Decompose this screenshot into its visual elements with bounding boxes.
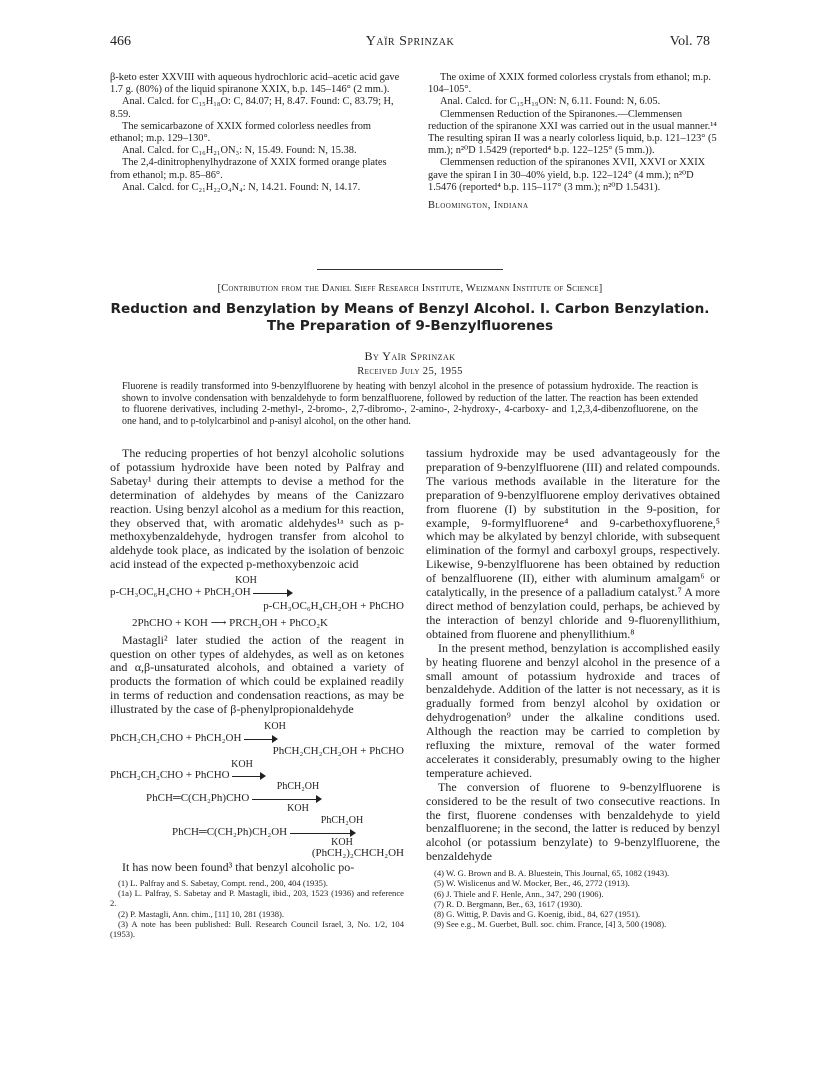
footnote: (1a) L. Palfray, S. Sabetay and P. Mastagli, ibid., 203, 1523 (1936) and reference 2.	[110, 888, 404, 909]
reagent-label: KOH	[231, 759, 253, 771]
equation-products: PhCH₂CH₂CH₂OH + PhCHO	[272, 745, 404, 758]
reagent-top: PhCH₂OH	[320, 815, 364, 827]
paragraph: tassium hydroxide may be used advantageously for the preparation of 9-benzylfluorene (III) and related compounds. The various methods available in the literature for the preparation of 9-benzylfluorene employ derivatives obtained from fluorene (I) by substitution in the 9-position, for example, 9-formylfluorene⁴ and 9-carbethoxyfluorene,⁵ which may be alkylated by benzyl chloride, with subsequent elimination of the formyl and carboxyl groups, respectively. Likewise, 9-benzylfluorene has been obtained by reduction of benzalfluorene (II), either with aluminum amalgam⁶ or catalytically, in the presence of a palladium catalyst.⁷ A more direct method of benzylation could, perhaps, be achieved by the interaction of benzyl chloride and 9-fluorenyllithium, obtained from fluorene and phenyllithium.⁸	[426, 446, 720, 641]
analysis-line: Anal. Calcd. for C₁₆H₂₁ON₃: N, 15.49. Found: N, 15.38.	[122, 145, 357, 157]
equation-products: p-CH₃OC₆H₄CH₂OH + PhCHO	[263, 600, 404, 613]
page-number: 466	[110, 34, 131, 49]
equation-reactants: p-CH₃OC₆H₄CHO + PhCH₂OH	[110, 586, 251, 599]
footnote: (7) R. D. Bergmann, Ber., 63, 1617 (1930).	[434, 898, 583, 909]
reagent-label: KOH	[264, 721, 286, 733]
footnote: (3) A note has been published: Bull. Research Council Israel, 3, No. 1/2, 104 (1953).	[110, 918, 404, 940]
footnote: (9) See e.g., M. Guerbet, Bull. soc. chim. France, [4] 3, 500 (1908).	[434, 919, 667, 930]
paragraph: In the present method, benzylation is accomplished easily by heating fluorene and benzyl alcohol in the presence of a small amount of potassium hydroxide and traces of benzaldehyde. Addition of the latter is not necessary, as it is gradually formed from benzyl alcohol by oxidation or dehydrogenation⁹ under the alkaline conditions used. Although the reaction may be carried to completion by refluxing the mixture, removal of the water formed accelerates it considerably, presumably owing to the higher temperature achieved.	[426, 640, 720, 780]
reagent-bottom: KOH	[287, 803, 309, 815]
paragraph: β-keto ester XXVIII with aqueous hydrochloric acid–acetic acid gave 1.7 g. (80%) of the liquid spiranone XXIX, b.p. 145–146° (2 mm.).	[110, 72, 400, 96]
equation-reactants: PhCH═C(CH₂Ph)CH₂OH	[172, 826, 288, 839]
paragraph: Clemmensen Reduction of the Spiranones.—Clemmensen reduction of the spiranone XXI was carried out in the usual manner.¹⁴ The resulting spiran II was a nearly colorless liquid, b.p. 121–123° (5 mm.); n²⁰D 1.5429 (reported⁴ b.p. 122–125° (5 mm.)).	[428, 108, 717, 157]
reagent-top: PhCH₂OH	[276, 781, 320, 793]
footnote: (5) W. Wislicenus and W. Mocker, Ber., 46, 2772 (1913).	[434, 878, 630, 889]
contribution-line: [Contribution from the Daniel Sieff Research Institute, Weizmann Institute of Science]	[217, 283, 603, 294]
footnotes-right	[426, 868, 720, 929]
reaction-arrow-icon	[252, 795, 322, 803]
paragraph: The semicarbazone of XXIX formed colorless needles from ethanol; m.p. 129–130°.	[110, 120, 371, 145]
abstract: Fluorene is readily transformed into 9-benzylfluorene by heating with benzyl alcohol in the presence of potassium hydroxide. The reaction is shown to involve condensation with benzaldehyde to form benzalfluorene, followed by reduction of the latter. The reaction has been extended to fluorene derivatives, including 2-methyl-, 2-bromo-, 2,7-dibromo-, 2-amino-, 2-hydroxy-, 4-carboxy- and 1,2,3,4-dibenzofluorene, on the one hand, and to p-tolylcarbinol and p-anisyl alcohol, on the other hand.	[122, 381, 698, 427]
reaction-arrow-icon	[290, 829, 356, 837]
reaction-arrow-icon	[232, 772, 266, 780]
equation-reactants: PhCH═C(CH₂Ph)CHO	[146, 792, 250, 805]
affiliation-location: Bloomington, Indiana	[428, 200, 529, 212]
paragraph: The oxime of XXIX formed colorless crystals from ethanol; m.p. 104–105°.	[428, 72, 711, 96]
paragraph: The reducing properties of hot benzyl alcoholic solutions of potassium hydroxide have been noted by Palfray and Sabetay¹ during their attempts to devise a method for the determination of aldehydes by means of the Canizzaro reaction. Using benzyl alcohol as a medium for this reaction, they observed that, with aromatic aldehydes¹ᵃ such as p-methoxybenzaldehyde, hydrogen transfer from alcohol to aldehyde took place, as indicated by the isolation of benzoic acid instead of the expected p-methoxybenzoic acid	[110, 446, 404, 572]
equation-2: 2PhCHO + KOH ⟶ PRCH₂OH + PhCO₂K	[132, 617, 328, 630]
article-byline: By Yaïr Sprinzak	[364, 349, 456, 363]
footnote: (6) J. Thiele and F. Henle, Ann., 347, 290 (1906).	[434, 888, 604, 899]
reagent-bottom: KOH	[331, 837, 353, 849]
reaction-arrow-icon	[253, 589, 293, 597]
equation-reactants: PhCH₂CH₂CHO + PhCH₂OH	[110, 732, 242, 745]
volume-label: Vol. 78	[669, 34, 710, 49]
body-right-column	[426, 447, 720, 929]
analysis-line: Anal. Calcd. for C₁₅H₁₈O: C, 84.07; H, 8.47. Found: C, 83.79; H, 8.59.	[110, 96, 394, 120]
equation-reactants: PhCH₂CH₂CHO + PhCHO	[110, 769, 230, 782]
footnote: (8) G. Wittig, P. Davis and G. Koenig, ibid., 84, 627 (1951).	[434, 909, 641, 919]
paragraph: It has now been found³ that benzyl alcoholic po-	[122, 860, 355, 875]
equation-products: (PhCH₂)₂CHCH₂OH	[311, 847, 404, 860]
equation-5	[110, 781, 404, 815]
footnote: (4) W. G. Brown and B. A. Bluestein, This Journal, 65, 1082 (1943).	[434, 868, 670, 879]
reaction-arrow-icon	[244, 735, 278, 743]
top-right-column	[428, 72, 718, 212]
paragraph: Mastagli² later studied the action of the reagent in question on other types of aldehydes, as well as on ketones and α,β-unsaturated alcohols, and obtained a variety of products the formation of which could be explained readily in terms of reduction and condensation reactions, as may be illustrated by the case of β-phenylpropionaldehyde	[110, 632, 404, 717]
equation-3	[110, 721, 404, 759]
paragraph: The 2,4-dinitrophenylhydrazone of XXIX formed orange plates from ethanol; m.p. 85–86°.	[110, 157, 387, 181]
footnote: (2) P. Mastagli, Ann. chim., [11] 10, 281 (1938).	[118, 908, 285, 919]
paragraph: The conversion of fluorene to 9-benzylfluorene is considered to be the result of two consecutive reactions. In the first, fluorene condenses with benzaldehyde to yield benzalfluorene; in the second, the latter is reduced by benzyl alcohol (or potassium benzylate) to 9-benzylfluorene, the benzaldehyde	[426, 779, 720, 864]
running-header	[110, 34, 710, 52]
section-divider	[317, 269, 503, 270]
body-left-column	[110, 447, 404, 939]
article-title: Reduction and Benzylation by Means of Benzyl Alcohol. I. Carbon Benzylation. The Preparation of 9-Benzylfluorenes	[110, 301, 710, 334]
reagent-label: KOH	[235, 575, 257, 587]
equation-6	[110, 815, 404, 859]
equation-4	[110, 759, 404, 781]
equation-1	[110, 575, 404, 615]
footnotes-left	[110, 878, 404, 939]
received-date: Received July 25, 1955	[357, 366, 463, 377]
paragraph: Clemmensen reduction of the spiranones XVII, XXVI or XXIX gave the spiran I in 30–40% yield, b.p. 122–124° (4 mm.); n²⁰D 1.5476 (reported⁴ b.p. 115–117° (3 mm.); n²⁰D 1.5431).	[428, 157, 706, 193]
running-author: Yaïr Sprinzak	[365, 34, 455, 49]
top-left-column	[110, 72, 400, 194]
analysis-line: Anal. Calcd. for C₁₅H₁₉ON: N, 6.11. Found: N, 6.05.	[440, 96, 661, 108]
footnote: (1) L. Palfray and S. Sabetay, Compt. rend., 200, 404 (1935).	[118, 878, 328, 888]
analysis-line: Anal. Calcd. for C₂₁H₂₂O₄N₄: N, 14.21. Found: N, 14.17.	[122, 181, 361, 193]
